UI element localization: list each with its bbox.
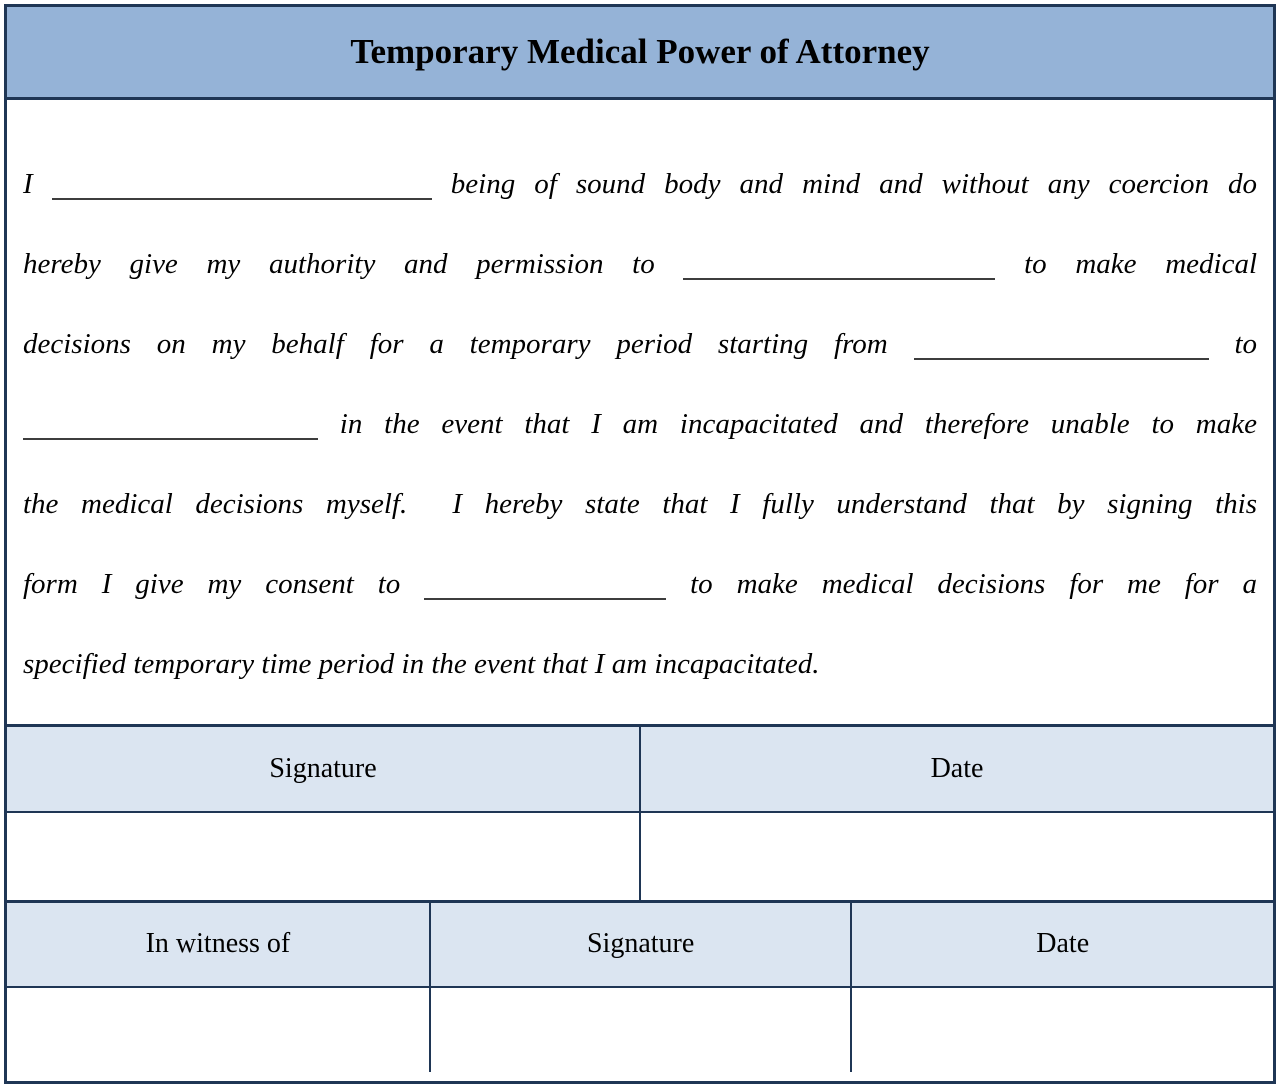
signature-table-entry-row — [7, 812, 1273, 900]
blank-field[interactable] — [23, 430, 318, 440]
blank-field[interactable] — [914, 350, 1209, 360]
document — [4, 4, 1276, 1084]
body-line: form I give my consent to to make medical decisions for me for a — [23, 568, 1258, 600]
witness-signature-column-header: Signature — [430, 901, 852, 987]
witness-table-entry-row — [7, 987, 1273, 1072]
form-title-bar — [7, 7, 1273, 100]
body-line: hereby give my authority and permission to to make medical — [23, 248, 1258, 280]
page-title: Temporary Medical Power of Attorney — [350, 32, 930, 71]
signature-table-header-row — [7, 726, 1273, 812]
body-line: I being of sound body and mind and without any coercion do — [23, 168, 1258, 200]
witness-signature-input-cell[interactable] — [430, 987, 852, 1072]
witness-table-header-row — [7, 901, 1273, 987]
witness-table — [7, 900, 1273, 1073]
body-line: decisions on my behalf for a temporary period starting from to — [23, 328, 1258, 360]
blank-field[interactable] — [683, 270, 995, 280]
signature-table — [7, 724, 1273, 900]
body-line: specified temporary time period in the event that I am incapacitated. — [23, 648, 820, 680]
blank-field[interactable] — [424, 590, 666, 600]
form-body — [7, 100, 1273, 724]
witness-date-input-cell[interactable] — [851, 987, 1273, 1072]
body-line: the medical decisions myself. I hereby state that I fully understand that by signing this — [23, 488, 1257, 520]
witness-date-column-header: Date — [851, 901, 1273, 987]
body-line: in the event that I am incapacitated and therefore unable to make — [23, 384, 1257, 464]
date-column-header: Date — [640, 726, 1273, 812]
signature-input-cell[interactable] — [7, 812, 640, 900]
date-input-cell[interactable] — [640, 812, 1273, 900]
witness-name-input-cell[interactable] — [7, 987, 430, 1072]
blank-field[interactable] — [52, 190, 432, 200]
witness-column-header: In witness of — [7, 901, 430, 987]
signature-column-header: Signature — [7, 726, 640, 812]
